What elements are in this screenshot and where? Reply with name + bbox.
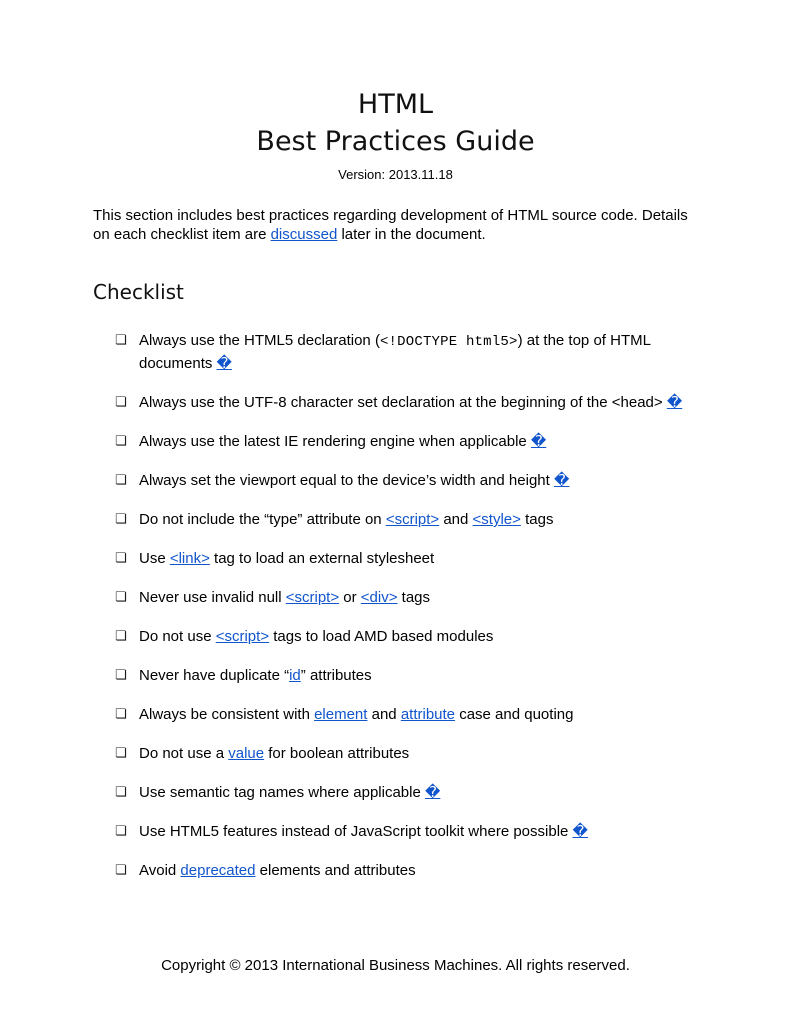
inline-link[interactable]: value <box>228 745 265 762</box>
inline-link[interactable]: � <box>530 433 547 450</box>
inline-link[interactable]: � <box>216 355 232 372</box>
text-run: elements and attributes <box>255 862 416 879</box>
inline-link[interactable]: <script> <box>285 589 340 606</box>
checklist-item-text <box>139 626 493 648</box>
checklist-item-text <box>139 548 434 570</box>
checklist-item <box>115 626 791 648</box>
checklist-item <box>115 330 791 375</box>
checklist-item-text <box>139 743 409 765</box>
text-run: tags <box>397 589 431 606</box>
text-run: or <box>339 589 361 606</box>
text-run: Always set the viewport equal to the device’s width and height <box>139 472 554 489</box>
checkbox-icon: ❏ <box>115 785 127 800</box>
checkbox-icon: ❏ <box>115 707 127 722</box>
checkbox-icon: ❏ <box>115 551 127 566</box>
text-run: Use semantic tag names where applicable <box>139 784 425 801</box>
checklist-item-text <box>139 860 416 882</box>
inline-link[interactable]: <script> <box>385 511 440 528</box>
text-run: Always use the HTML5 declaration ( <box>139 332 380 349</box>
title-line-2: Best Practices Guide <box>256 126 535 157</box>
checklist-item <box>115 470 791 492</box>
text-run: and <box>439 511 473 528</box>
checklist-item <box>115 665 791 687</box>
checklist-item <box>115 743 791 765</box>
inline-link[interactable]: � <box>553 472 570 489</box>
checkbox-icon: ❏ <box>115 863 127 878</box>
copyright-footer: Copyright © 2013 International Business Machines. All rights reserved. <box>161 957 630 974</box>
checklist-item-text <box>139 587 430 609</box>
checkbox-icon: ❏ <box>115 590 127 605</box>
checkbox-icon: ❏ <box>115 512 127 527</box>
inline-link[interactable]: discussed <box>270 226 338 243</box>
checklist-item <box>115 509 791 531</box>
checklist-item <box>115 821 791 843</box>
checklist-item <box>115 392 791 414</box>
inline-link[interactable]: element <box>314 706 368 723</box>
text-run: Use HTML5 features instead of JavaScript toolkit where possible <box>139 823 573 840</box>
checklist-item <box>115 860 791 882</box>
text-run: Do not include the “type” attribute on <box>139 511 386 528</box>
text-run: Always use the UTF-8 character set declaration at the beginning of the <head> <box>139 394 667 411</box>
checkbox-icon: ❏ <box>115 395 127 410</box>
checklist-item <box>115 548 791 570</box>
checkbox-icon: ❏ <box>115 668 127 683</box>
text-run: This section includes best practices regarding development of HTML source code. Details on each checklist item are <box>93 207 688 243</box>
text-run: Avoid <box>139 862 181 879</box>
title-line-1: HTML <box>357 89 434 120</box>
text-run: tag to load an external stylesheet <box>209 550 435 567</box>
document-header <box>0 0 791 182</box>
text-run: Never use invalid null <box>139 589 286 606</box>
text-run: ” attributes <box>300 667 372 684</box>
section-heading-checklist: Checklist <box>93 280 184 304</box>
checkbox-icon: ❏ <box>115 746 127 761</box>
text-run: Always be consistent with <box>139 706 315 723</box>
inline-link[interactable]: deprecated <box>180 862 256 879</box>
text-run: Always use the latest IE rendering engine when applicable <box>139 433 531 450</box>
checklist-item <box>115 431 791 453</box>
checklist-item-text <box>139 431 546 453</box>
checklist-item <box>115 704 791 726</box>
text-run: later in the document. <box>337 226 486 243</box>
inline-link[interactable]: attribute <box>400 706 456 723</box>
inline-link[interactable]: <style> <box>472 511 521 528</box>
checkbox-icon: ❏ <box>115 434 127 449</box>
inline-link[interactable]: <div> <box>360 589 398 606</box>
checklist-item-text <box>139 509 553 531</box>
inline-link[interactable]: � <box>424 784 441 801</box>
text-run: for boolean attributes <box>264 745 410 762</box>
checklist-item-text <box>139 821 588 843</box>
inline-code: <!DOCTYPE html5> <box>379 334 518 350</box>
checklist-item <box>115 587 791 609</box>
checklist-item-text <box>139 782 440 804</box>
checklist-item <box>115 782 791 804</box>
checklist-item-text <box>139 392 682 414</box>
checklist-item-text <box>139 704 573 726</box>
text-run: Do not use a <box>139 745 229 762</box>
text-run: ) at the top of HTML documents <box>139 332 651 372</box>
intro-paragraph <box>93 206 699 244</box>
text-run: case and quoting <box>455 706 574 723</box>
checklist-item-text <box>139 470 569 492</box>
document-title <box>0 86 791 160</box>
text-run: tags to load AMD based modules <box>269 628 494 645</box>
text-run: Use <box>139 550 170 567</box>
inline-link[interactable]: <script> <box>215 628 270 645</box>
inline-link[interactable]: id <box>289 667 301 684</box>
version-label: Version: 2013.11.18 <box>338 167 453 182</box>
text-run: tags <box>520 511 554 528</box>
checkbox-icon: ❏ <box>115 473 127 488</box>
text-run: Never have duplicate “ <box>139 667 290 684</box>
checkbox-icon: ❏ <box>115 629 127 644</box>
text-run: Do not use <box>139 628 216 645</box>
text-run: and <box>367 706 401 723</box>
checklist-item-text <box>139 665 372 687</box>
inline-link[interactable]: � <box>572 823 588 840</box>
inline-link[interactable]: <link> <box>169 550 210 567</box>
checklist-item-text <box>139 330 714 375</box>
checkbox-icon: ❏ <box>115 333 127 348</box>
checkbox-icon: ❏ <box>115 824 127 839</box>
checklist <box>0 330 791 882</box>
inline-link[interactable]: � <box>666 394 683 411</box>
